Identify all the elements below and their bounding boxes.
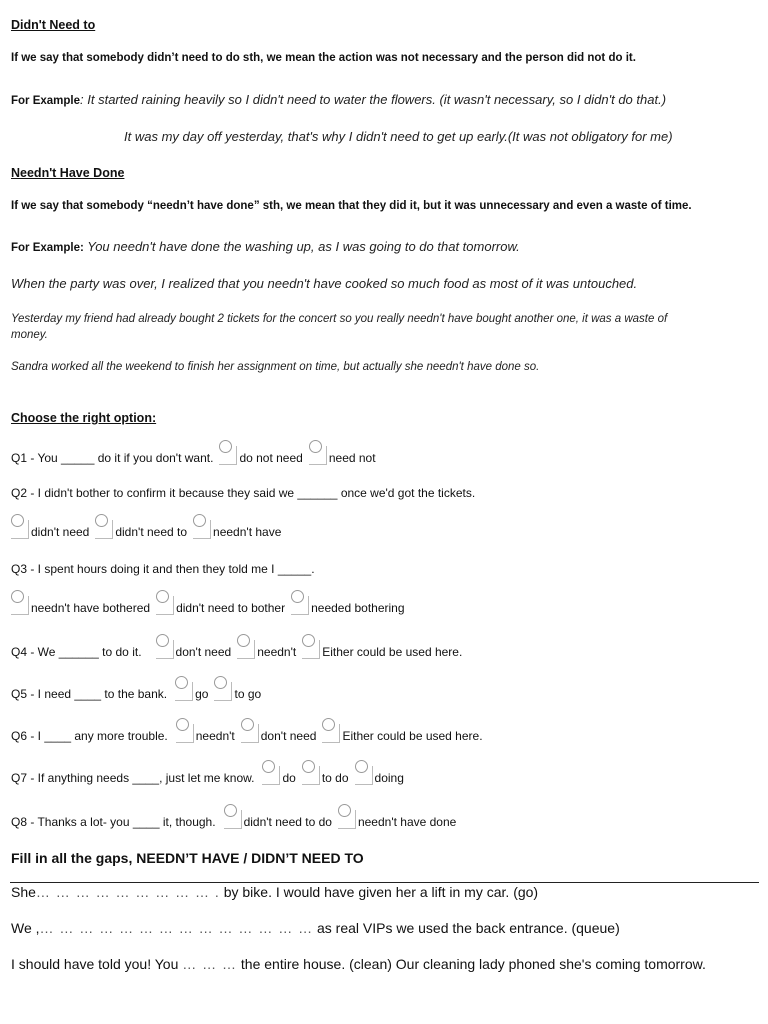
definition-neednt-have-done: If we say that somebody “needn’t have done” sth, we mean that they did it, but it was unnecessary and even a waste of time. bbox=[11, 200, 692, 212]
radio-button[interactable] bbox=[214, 676, 227, 689]
example-sentence: When the party was over, I realized that you needn't have cooked so much food as most of it was untouched. bbox=[11, 276, 638, 291]
option-label: needn't bbox=[257, 645, 297, 659]
fill-in-title: Fill in all the gaps, NEEDN’T HAVE / DIDN’T NEED TO bbox=[11, 850, 364, 866]
question-3 bbox=[11, 562, 315, 576]
answer-gap[interactable]: … … … … … … … … … … … … … … bbox=[39, 920, 314, 936]
option-label: didn't need to bbox=[115, 525, 188, 539]
question-6 bbox=[11, 724, 483, 743]
question-8 bbox=[11, 810, 456, 829]
option-1[interactable] bbox=[262, 766, 295, 785]
option-label: needn't have bothered bbox=[31, 601, 151, 615]
example-sentence: Yesterday my friend had already bought 2 tickets for the concert so you really needn't have bought another one, it was a waste of bbox=[11, 313, 668, 325]
question-text: Q4 - We ______ to do it. bbox=[11, 645, 142, 659]
radio-button[interactable] bbox=[11, 514, 24, 527]
fill-sentence-2 bbox=[11, 920, 620, 936]
radio-button[interactable] bbox=[193, 514, 206, 527]
option-1[interactable] bbox=[176, 724, 235, 743]
question-2 bbox=[11, 486, 475, 500]
question-text: Q1 - You _____ do it if you don't want. bbox=[11, 451, 214, 465]
option-label: didn't need to do bbox=[243, 815, 332, 829]
option-label: didn't need to bother bbox=[176, 601, 286, 615]
question-7 bbox=[11, 766, 404, 785]
example-label: For Example bbox=[11, 95, 81, 107]
option-3[interactable] bbox=[302, 640, 462, 659]
answer-gap[interactable]: … … … … … … … … … . bbox=[35, 884, 220, 900]
question-5 bbox=[11, 682, 261, 701]
option-label: needed bothering bbox=[311, 601, 405, 615]
radio-button[interactable] bbox=[355, 760, 368, 773]
option-2[interactable] bbox=[338, 810, 456, 829]
question-text: Q3 - I spent hours doing it and then they told me I _____. bbox=[11, 562, 315, 576]
radio-button[interactable] bbox=[322, 718, 335, 731]
option-label: don't need bbox=[260, 729, 317, 743]
quiz-title: Choose the right option: bbox=[11, 411, 157, 425]
option-label: do bbox=[282, 771, 296, 785]
option-label: doing bbox=[374, 771, 404, 785]
option-3[interactable] bbox=[355, 766, 404, 785]
option-1[interactable] bbox=[156, 640, 232, 659]
radio-button[interactable] bbox=[219, 440, 232, 453]
sentence-text: the entire house. (clean) Our cleaning lady phoned she's coming tomorrow. bbox=[237, 956, 706, 972]
option-3[interactable] bbox=[193, 520, 281, 539]
question-text: Q5 - I need ____ to the bank. bbox=[11, 687, 168, 701]
radio-button[interactable] bbox=[338, 804, 351, 817]
option-2[interactable] bbox=[309, 446, 376, 465]
example-sentence: It was my day off yesterday, that's why I didn't need to get up early.(It was not obligatory for me) bbox=[124, 129, 673, 144]
option-label: Either could be used here. bbox=[322, 645, 463, 659]
radio-button[interactable] bbox=[302, 634, 315, 647]
answer-gap[interactable]: … … … bbox=[182, 956, 238, 972]
option-label: needn't have bbox=[213, 525, 282, 539]
example-sentence: : It started raining heavily so I didn't need to water the flowers. (it wasn't necessary, so I didn't do that.) bbox=[80, 92, 667, 107]
question-text: Q2 - I didn't bother to confirm it because they said we ______ once we'd got the tickets. bbox=[11, 486, 476, 500]
radio-button[interactable] bbox=[156, 634, 169, 647]
radio-button[interactable] bbox=[302, 760, 315, 773]
example-block-1 bbox=[11, 91, 666, 109]
horizontal-rule bbox=[10, 882, 759, 883]
radio-button[interactable] bbox=[224, 804, 237, 817]
option-label: do not need bbox=[239, 451, 303, 465]
radio-button[interactable] bbox=[262, 760, 275, 773]
question-3-options bbox=[5, 596, 405, 615]
option-1[interactable] bbox=[175, 682, 208, 701]
example-block-2 bbox=[11, 238, 520, 256]
fill-sentence-3 bbox=[11, 956, 706, 972]
option-label: to go bbox=[234, 687, 262, 701]
fill-sentence-1 bbox=[11, 884, 538, 900]
option-3[interactable] bbox=[322, 724, 482, 743]
option-1[interactable] bbox=[224, 810, 332, 829]
radio-button[interactable] bbox=[241, 718, 254, 731]
radio-button[interactable] bbox=[309, 440, 322, 453]
option-label: didn't need bbox=[31, 525, 90, 539]
definition-didnt-need-to: If we say that somebody didn’t need to do sth, we mean the action was not necessary and the person did not do it. bbox=[11, 52, 636, 64]
option-label: don't need bbox=[175, 645, 232, 659]
question-1 bbox=[11, 446, 376, 465]
example-sentence-continued: money. bbox=[11, 329, 48, 341]
radio-button[interactable] bbox=[237, 634, 250, 647]
question-2-options bbox=[5, 520, 281, 539]
option-3[interactable] bbox=[291, 596, 404, 615]
radio-button[interactable] bbox=[11, 590, 24, 603]
sentence-text: She bbox=[11, 884, 36, 900]
option-1[interactable] bbox=[11, 596, 150, 615]
radio-button[interactable] bbox=[291, 590, 304, 603]
option-2[interactable] bbox=[214, 682, 261, 701]
question-text: Q7 - If anything needs ____, just let me know. bbox=[11, 771, 255, 785]
option-label: go bbox=[195, 687, 209, 701]
question-text: Q6 - I ____ any more trouble. bbox=[11, 729, 168, 743]
option-2[interactable] bbox=[237, 640, 296, 659]
example-sentence: Sandra worked all the weekend to finish her assignment on time, but actually she needn't have done so. bbox=[11, 361, 540, 373]
radio-button[interactable] bbox=[175, 676, 188, 689]
example-label: For Example: bbox=[11, 242, 84, 254]
option-label: needn't have done bbox=[357, 815, 457, 829]
radio-button[interactable] bbox=[95, 514, 108, 527]
radio-button[interactable] bbox=[156, 590, 169, 603]
option-label: Either could be used here. bbox=[342, 729, 483, 743]
sentence-text: as real VIPs we used the back entrance. (queue) bbox=[313, 920, 620, 936]
radio-button[interactable] bbox=[176, 718, 189, 731]
option-label: needn't bbox=[195, 729, 235, 743]
option-2[interactable] bbox=[156, 596, 285, 615]
sentence-text: by bike. I would have given her a lift in my car. (go) bbox=[219, 884, 539, 900]
sentence-text: We , bbox=[11, 920, 40, 936]
question-4 bbox=[11, 640, 462, 659]
option-label: need not bbox=[328, 451, 376, 465]
option-2[interactable] bbox=[241, 724, 317, 743]
example-sentence: You needn't have done the washing up, as I was going to do that tomorrow. bbox=[83, 239, 520, 254]
option-2[interactable] bbox=[95, 520, 187, 539]
section-title-neednt-have-done: Needn't Have Done bbox=[11, 166, 125, 180]
option-2[interactable] bbox=[302, 766, 349, 785]
section-title-didnt-need-to: Didn't Need to bbox=[11, 18, 96, 32]
option-1[interactable] bbox=[219, 446, 302, 465]
option-label: to do bbox=[321, 771, 349, 785]
option-1[interactable] bbox=[11, 520, 89, 539]
question-text: Q8 - Thanks a lot- you ____ it, though. bbox=[11, 815, 216, 829]
sentence-text: I should have told you! You bbox=[11, 956, 183, 972]
